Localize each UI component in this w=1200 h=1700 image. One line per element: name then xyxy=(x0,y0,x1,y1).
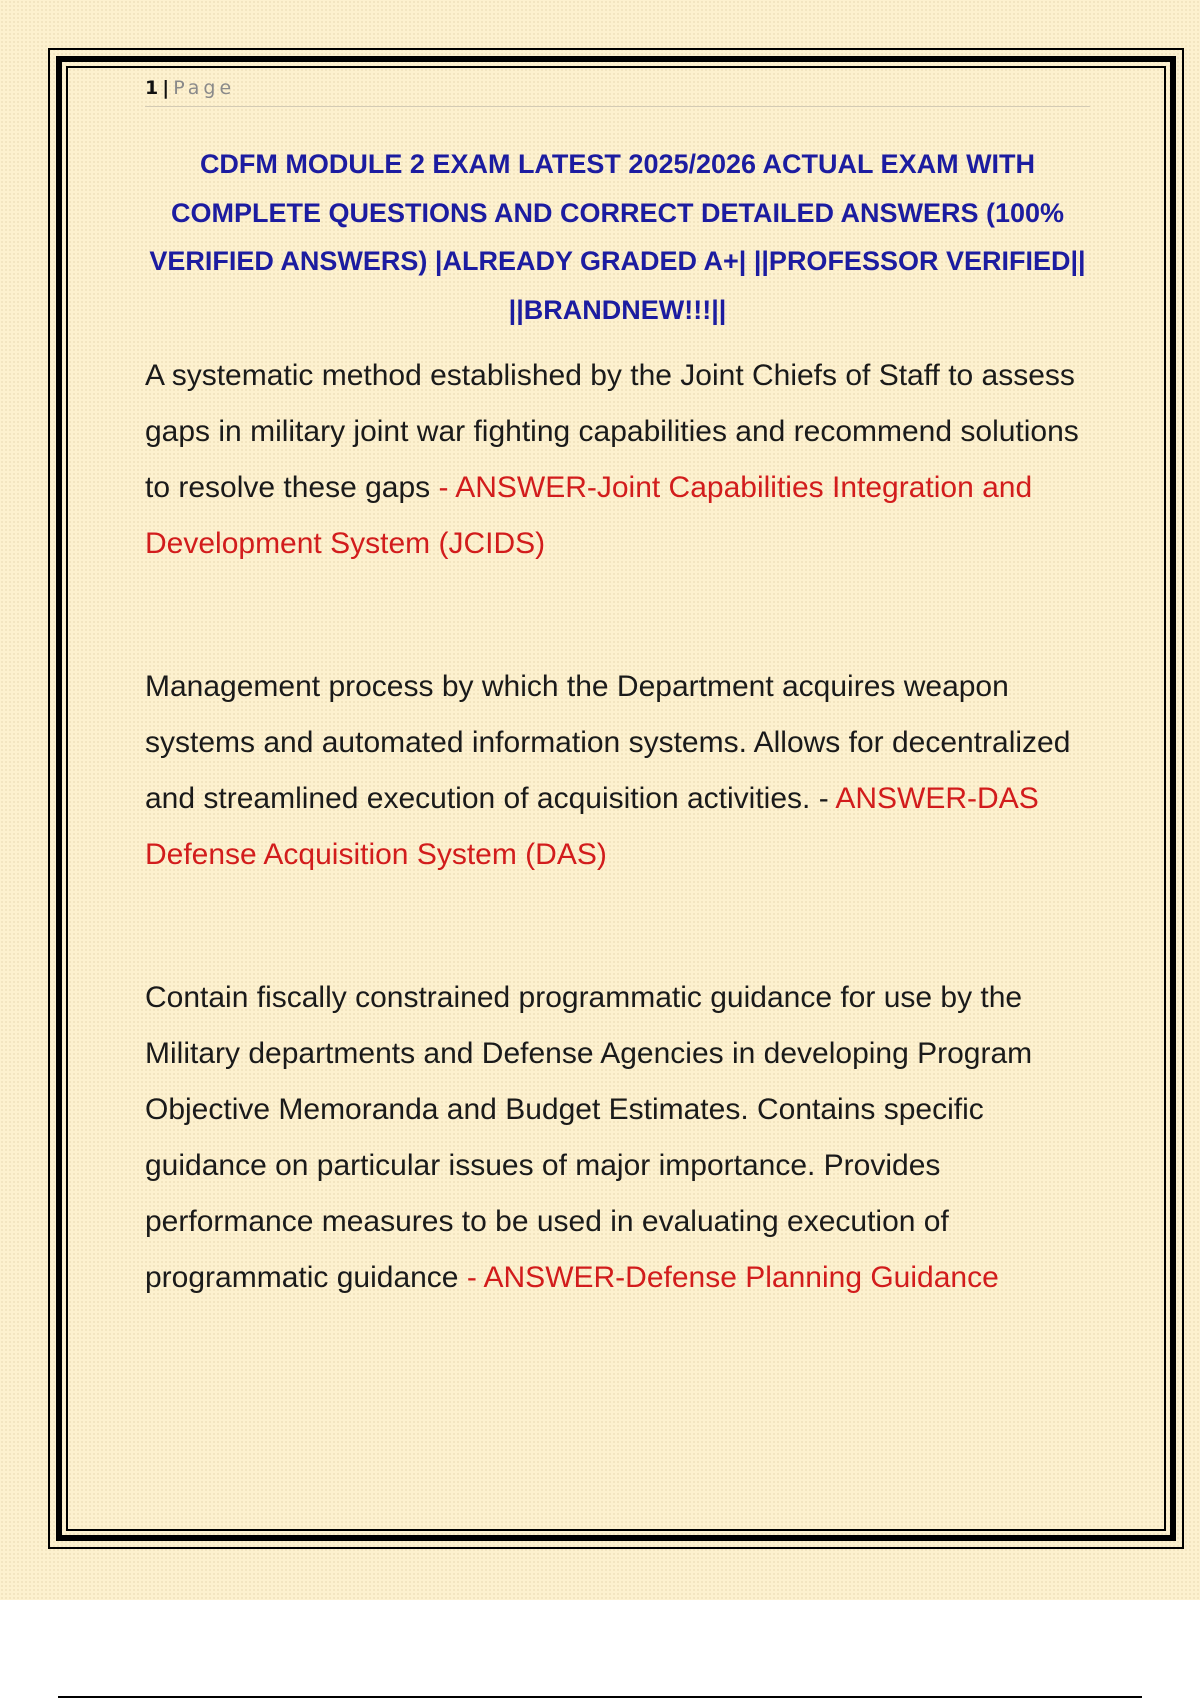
question-text: Management process by which the Department acquires weapon systems and automated information systems. Allows for decentralized and streamlined execution of acquisition activities. - xyxy=(145,670,1071,815)
answer-text: - ANSWER-Joint Capabilities Integration and Development System (JCIDS) xyxy=(145,471,1033,560)
qa-item xyxy=(145,659,1100,883)
qa-item xyxy=(145,348,1100,572)
qa-item xyxy=(145,970,1100,1306)
document-title: CDFM MODULE 2 EXAM LATEST 2025/2026 ACTUAL EXAM WITH COMPLETE QUESTIONS AND CORRECT DETAILED ANSWERS (100% VERIFIED ANSWERS) |ALREADY GRADED A+| ||PROFESSOR VERIFIED|| ||BRANDNEW!!!|| xyxy=(149,149,1086,325)
page-number: 1 xyxy=(145,77,159,99)
page-header xyxy=(145,75,1090,107)
answer-text: ANSWER-DAS Defense Acquisition System (DAS) xyxy=(145,782,1039,871)
question-text: A systematic method established by the Joint Chiefs of Staff to assess gaps in military joint war fighting capabilities and recommend solutions to resolve these gaps xyxy=(145,359,1079,504)
page-label: Page xyxy=(173,77,236,99)
page-separator: | xyxy=(162,77,170,99)
question-text: Contain fiscally constrained programmatic guidance for use by the Military departments and Defense Agencies in developing Program Objective Memoranda and Budget Estimates. Contains specific guidance on particular issues of major importance. Provides performance measures to be used in evaluating execution of programmatic guidance xyxy=(145,981,1033,1294)
answer-text: - ANSWER-Defense Planning Guidance xyxy=(458,1261,999,1294)
next-page-divider xyxy=(58,1696,1142,1698)
